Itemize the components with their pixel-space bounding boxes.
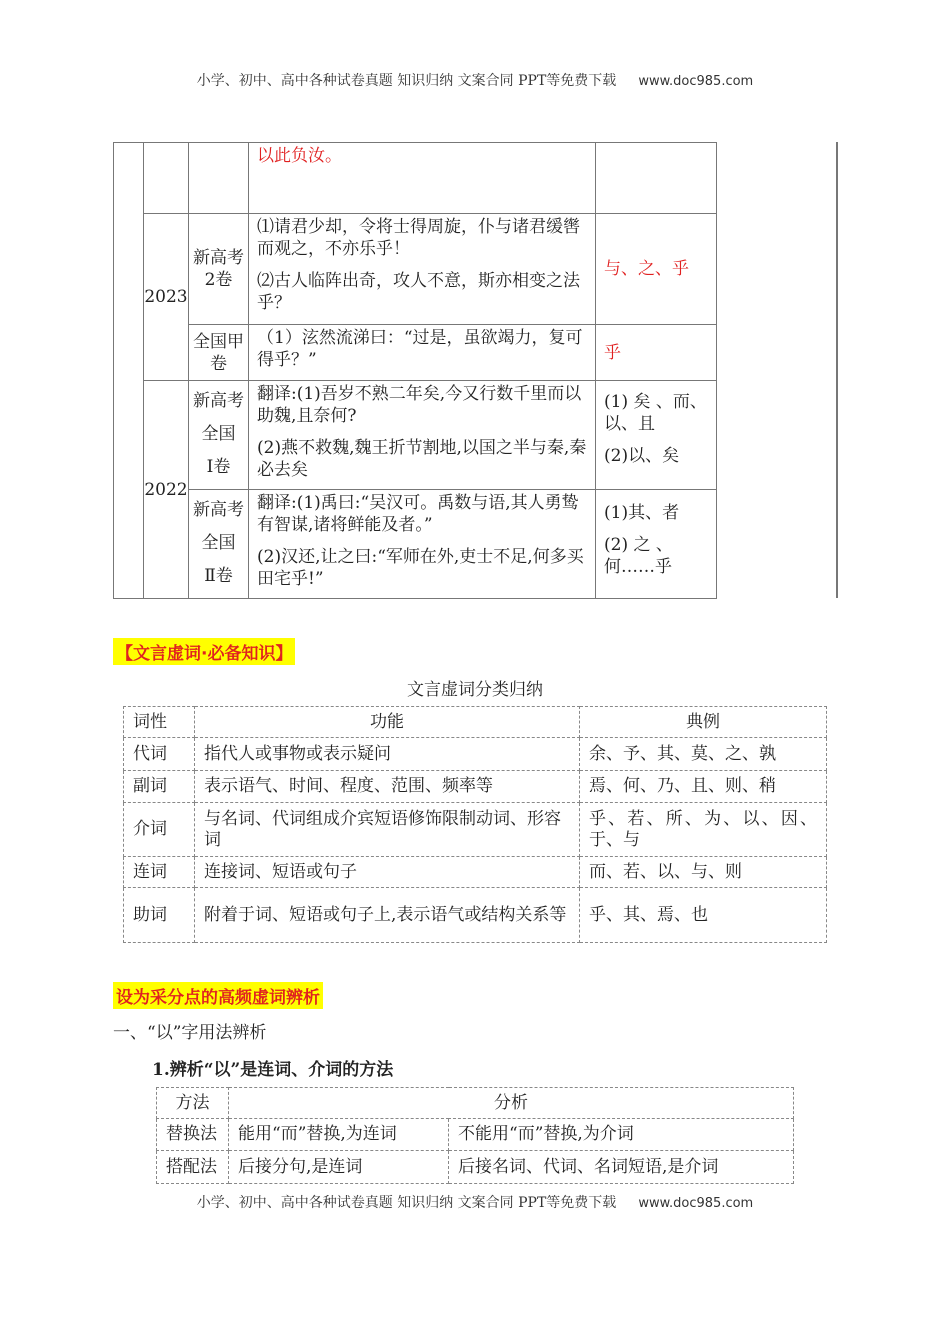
blank-col — [114, 143, 144, 599]
header-cell: 典例 — [580, 707, 827, 738]
paper-line: Ⅱ卷 — [204, 566, 233, 586]
cell: 焉、何、乃、且、则、稍 — [580, 771, 827, 803]
cell: 乎、其、焉、也 — [580, 888, 827, 943]
answer-line: (2) 之 、何……乎 — [604, 535, 673, 577]
paper-line: Ⅰ卷 — [206, 457, 231, 477]
paper-line: 新高考 — [193, 391, 244, 411]
margin-line — [836, 142, 838, 598]
cell: 不能用“而”替换,为介词 — [449, 1119, 794, 1151]
cell: 表示语气、时间、程度、范围、频率等 — [195, 771, 580, 803]
cell: 与名词、代词组成介宾短语修饰限制动词、形容词 — [195, 803, 580, 857]
page-footer — [0, 1192, 950, 1212]
header-text: 小学、初中、高中各种试卷真题 知识归纳 文案合同 PPT等免费下载 — [196, 73, 617, 89]
answer-cell: 乎 — [596, 325, 717, 381]
subheading: 1.辨析“以”是连词、介词的方法 — [152, 1060, 394, 1080]
method-table — [156, 1087, 794, 1184]
paper-line: 新高考 — [193, 500, 244, 520]
cell: 助词 — [124, 888, 195, 943]
cell: 乎、若、所、为、以、因、于、与 — [580, 803, 827, 857]
cell-text: 以此负汝。 — [249, 143, 596, 214]
cell: 指代人或事物或表示疑问 — [195, 738, 580, 771]
header-cell: 分析 — [229, 1088, 794, 1119]
heading: 一、“以”字用法辨析 — [113, 1023, 267, 1043]
cell: 而、若、以、与、则 — [580, 857, 827, 888]
passage: （1）泫然流涕曰：“过是，虽欲竭力，复可得乎？” — [249, 325, 596, 381]
answer-line: (1) 矣 、而、以、且 — [604, 392, 707, 434]
section-highlight: 【文言虚词·必备知识】 — [113, 638, 295, 665]
cell: 能用“而”替换,为连词 — [229, 1119, 449, 1151]
cell: 代词 — [124, 738, 195, 771]
exam-table — [113, 142, 717, 599]
paper-line: 全国 — [201, 424, 236, 444]
cell: 余、予、其、莫、之、孰 — [580, 738, 827, 771]
cell: 后接名词、代词、名词短语,是介词 — [449, 1151, 794, 1184]
answer-line: (1)其、者 — [604, 503, 680, 523]
paper-cell — [189, 381, 249, 490]
footer-site[interactable]: www.doc985.com — [638, 1196, 754, 1211]
header-cell: 词性 — [124, 707, 195, 738]
cell: 介词 — [124, 803, 195, 857]
paper-cell: 全国甲卷 — [189, 325, 249, 381]
paper-cell — [189, 490, 249, 599]
section-highlight: 设为采分点的高频虚词辨析 — [113, 982, 323, 1009]
paper-cell: 新高考2卷 — [189, 214, 249, 325]
paper-line: 全国 — [201, 533, 236, 553]
cell: 后接分句,是连词 — [229, 1151, 449, 1184]
cell: 连接词、短语或句子 — [195, 857, 580, 888]
footer-text: 小学、初中、高中各种试卷真题 知识归纳 文案合同 PPT等免费下载 — [196, 1195, 617, 1211]
cell: 副词 — [124, 771, 195, 803]
passage: 翻译:(1)禹曰:“吴汉可。禹数与语,其人勇鸷有智谋,诸将鲜能及者。” — [257, 493, 579, 535]
passage: ⑴请君少却，令将士得周旋，仆与诸君缓辔而观之，不亦乐乎！ — [257, 217, 580, 259]
cell: 附着于词、短语或句子上,表示语气或结构关系等 — [195, 888, 580, 943]
answer-cell: 与、之、乎 — [596, 214, 717, 325]
header-cell: 功能 — [195, 707, 580, 738]
function-word-table — [123, 706, 827, 943]
header-cell: 方法 — [157, 1088, 229, 1119]
table-caption: 文言虚词分类归纳 — [407, 680, 543, 700]
cell: 搭配法 — [157, 1151, 229, 1184]
passage: ⑵古人临阵出奇，攻人不意，斯亦相变之法乎？ — [257, 271, 580, 313]
passage: 翻译:(1)吾岁不熟二年矣,今又行数千里而以助魏,且奈何? — [257, 384, 582, 426]
cell: 连词 — [124, 857, 195, 888]
header-site[interactable]: www.doc985.com — [638, 74, 754, 89]
page-header — [0, 70, 950, 90]
passage: (2)汉还,让之曰:“军师在外,吏士不足,何多买田宅乎!” — [257, 547, 584, 589]
year-cell: 2022 — [144, 381, 189, 599]
cell: 替换法 — [157, 1119, 229, 1151]
passage: (2)燕不救魏,魏王折节割地,以国之半与秦,秦必去矣 — [257, 438, 587, 480]
year-cell: 2023 — [144, 214, 189, 381]
answer-line: (2)以、矣 — [604, 446, 680, 466]
